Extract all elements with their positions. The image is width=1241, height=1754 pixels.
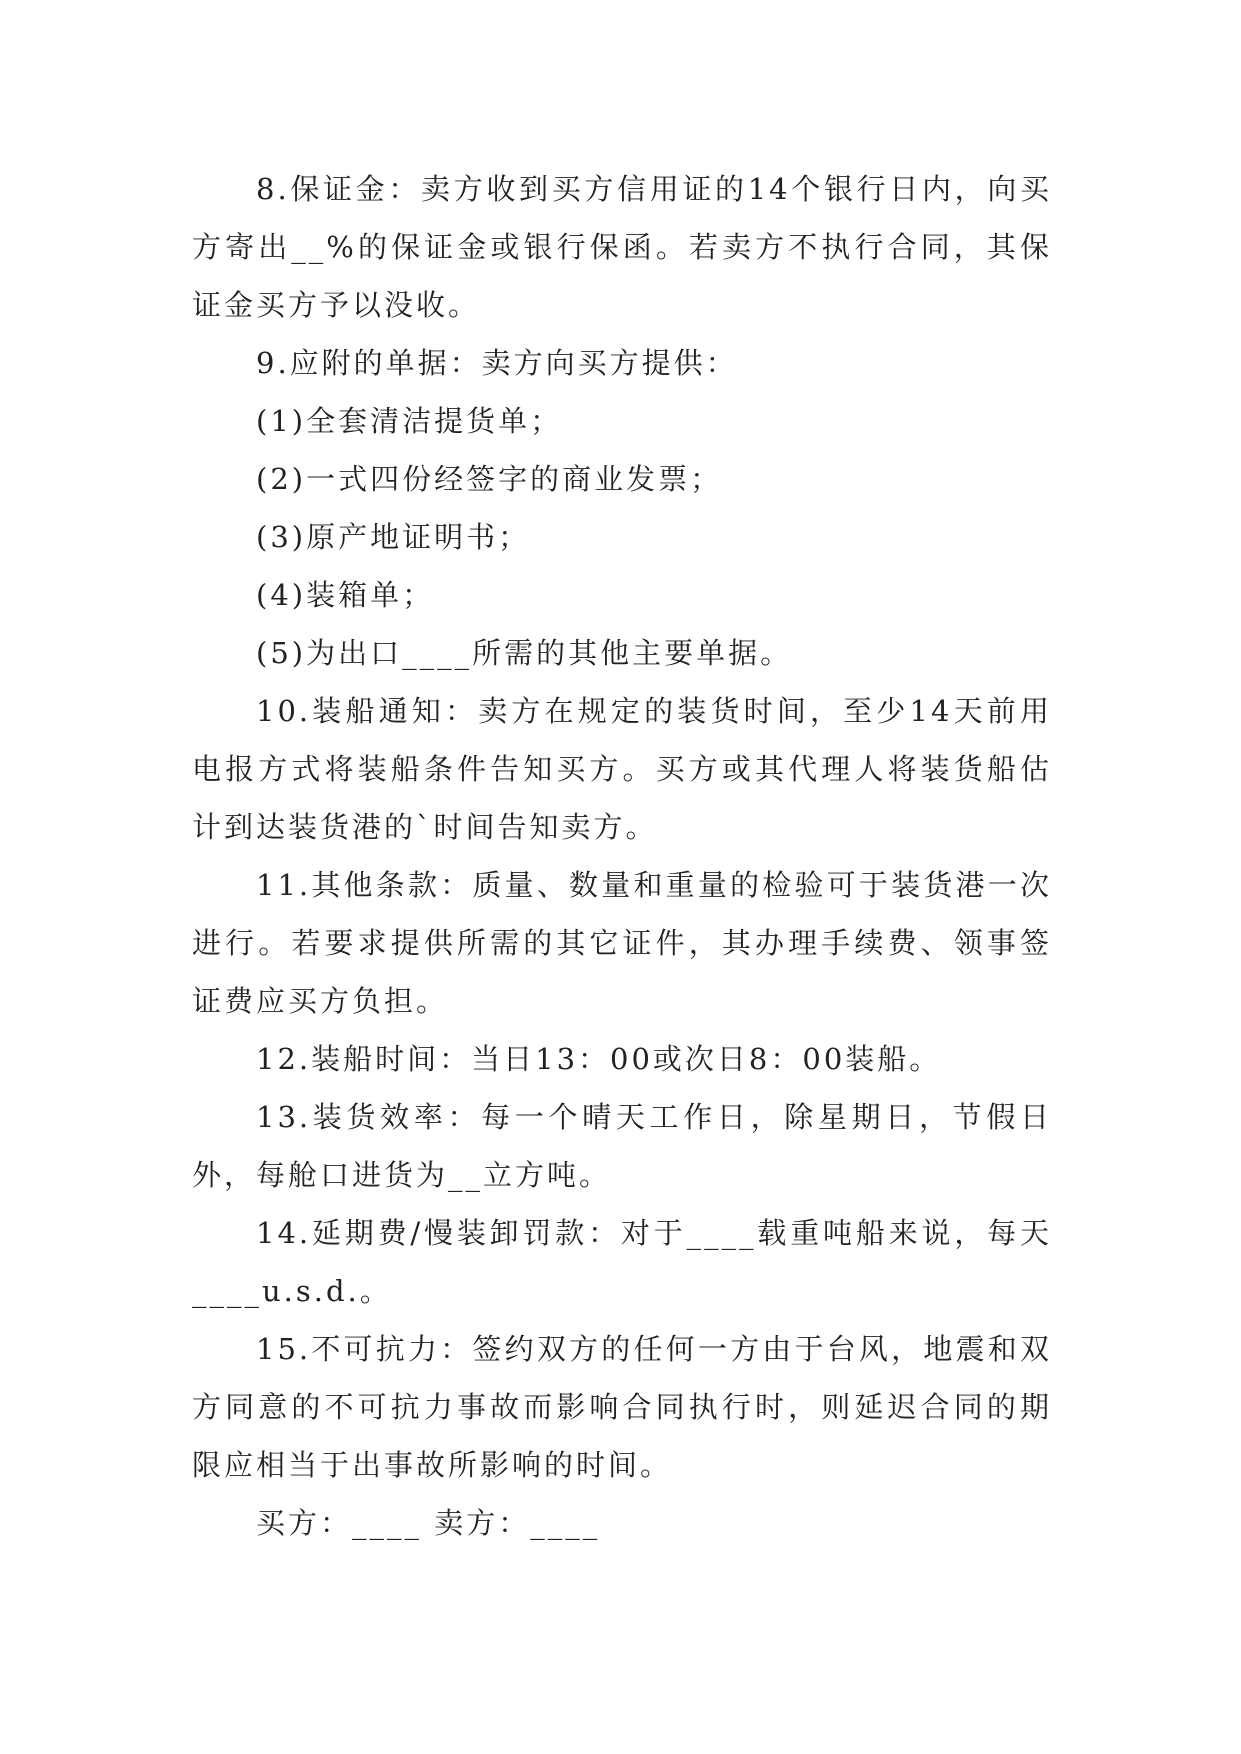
clause-11-paragraph: 11.其他条款：质量、数量和重量的检验可于装货港一次进行。若要求提供所需的其它证件，其办理手续费、领事签证费应买方负担。 <box>192 868 1052 1018</box>
clause-13-paragraph: 13.装货效率：每一个晴天工作日，除星期日，节假日外，每舱口进货为__立方吨。 <box>192 1100 1052 1192</box>
clause-9-paragraph: 9.应附的单据：卖方向买方提供： <box>256 346 738 380</box>
document-list-item-2: (2)一式四份经签字的商业发票； <box>256 462 723 496</box>
document-list-item-4: (4)装箱单； <box>256 578 435 612</box>
clause-15-paragraph: 15.不可抗力：签约双方的任何一方由于台风，地震和双方同意的不可抗力事故而影响合同执行时，则延迟合同的期限应相当于出事故所影响的时间。 <box>192 1332 1052 1482</box>
clause-12-paragraph: 12.装船时间：当日13：00或次日8：00装船。 <box>256 1042 942 1076</box>
signature-line: 买方：____ 卖方：____ <box>256 1506 601 1540</box>
document-list-item-1: (1)全套清洁提货单； <box>256 404 563 438</box>
document-list-item-5: (5)为出口____所需的其他主要单据。 <box>256 636 793 670</box>
clause-8-paragraph: 8.保证金：卖方收到买方信用证的14个银行日内，向买方寄出__%的保证金或银行保函。若卖方不执行合同，其保证金买方予以没收。 <box>192 172 1052 322</box>
document-list-item-3: (3)原产地证明书； <box>256 520 531 554</box>
clause-10-paragraph: 10.装船通知：卖方在规定的装货时间，至少14天前用电报方式将装船条件告知买方。买方或其代理人将装货船估计到达装货港的`时间告知卖方。 <box>192 694 1052 844</box>
document-body <box>192 160 1052 1552</box>
clause-14-paragraph: 14.延期费/慢装卸罚款：对于____载重吨船来说，每天____u.s.d.。 <box>192 1216 1052 1308</box>
